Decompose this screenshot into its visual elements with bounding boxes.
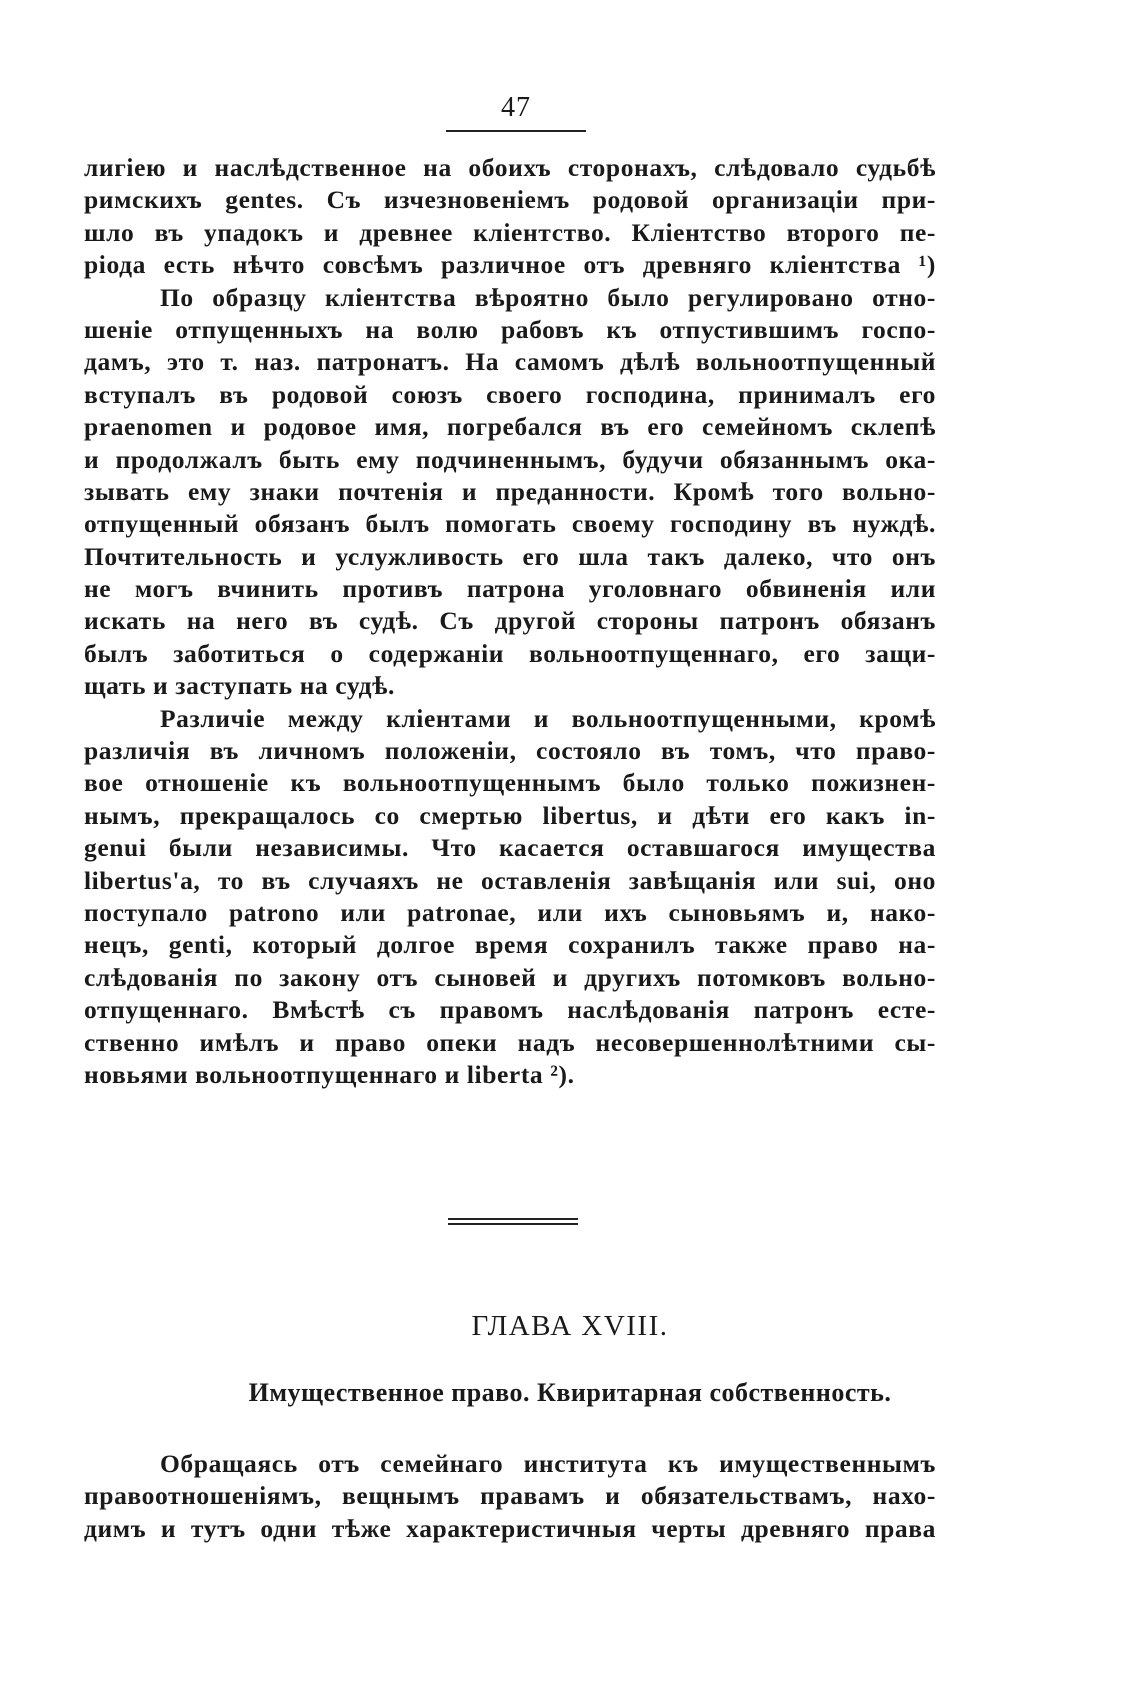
- chapter-subtitle: Имущественное право. Квиритарная собственность.: [248, 1378, 892, 1407]
- text-line: былъ заботиться о содержаніи вольноотпущеннаго, его защи-: [84, 638, 936, 668]
- text-line: шло въ упадокъ и древнее кліентство. Кліентство второго пе-: [84, 217, 936, 247]
- text-line: слѣдованія по закону отъ сыновей и другихъ потомковъ вольно-: [84, 962, 936, 992]
- text-line: не могъ вчинить противъ патрона уголовнаго обвиненія или: [84, 574, 936, 604]
- text-line: искать на него въ судѣ. Съ другой стороны патронъ обязанъ: [84, 606, 936, 636]
- text-line: отпущенный обязанъ былъ помогать своему господину въ нуждѣ.: [84, 509, 936, 539]
- text-line: вступалъ въ родовой союзъ своего господина, принималъ его: [84, 379, 936, 409]
- text-line: зывать ему знаки почтенія и преданности. Кромѣ того вольно-: [84, 476, 936, 506]
- text-line: и продолжалъ быть ему подчиненнымъ, будучи обязаннымъ ока-: [84, 444, 936, 474]
- page-number-rule: [446, 130, 586, 132]
- text-line: По образцу кліентства вѣроятно было регулировано отно-: [160, 282, 936, 312]
- text-line: praenomen и родовое имя, погребался въ его семейномъ склепѣ: [84, 412, 936, 442]
- body-text: [84, 152, 936, 1091]
- chapter-text: [84, 1448, 936, 1545]
- section-divider: [448, 1218, 578, 1225]
- chapter-heading: ГЛАВА XVIII.: [471, 1310, 669, 1342]
- text-line: правоотношеніямъ, вещнымъ правамъ и обязательствамъ, нахо-: [84, 1481, 936, 1511]
- text-line: римскихъ gentes. Съ изчезновеніемъ родовой организаціи при-: [84, 185, 936, 215]
- text-line: шеніе отпущенныхъ на волю рабовъ къ отпустившимъ госпо-: [84, 314, 936, 344]
- text-line: дамъ, это т. наз. патронатъ. На самомъ дѣлѣ вольноотпущенный: [84, 347, 936, 377]
- page-number: 47: [501, 92, 531, 123]
- text-line: димъ и тутъ одни тѣже характеристичныя черты древняго права: [84, 1513, 936, 1543]
- text-line: поступало patrono или patronae, или ихъ сыновьямъ и, нако-: [84, 897, 936, 927]
- text-line: Различіе между кліентами и вольноотпущенными, кромѣ: [160, 703, 936, 733]
- text-line: genui были независимы. Что касается оставшагося имущества: [84, 833, 936, 863]
- text-line: щать и заступать на судѣ.: [84, 671, 396, 701]
- text-line: отпущеннаго. Вмѣстѣ съ правомъ наслѣдованія патронъ есте-: [84, 995, 936, 1025]
- text-line: новьями вольноотпущеннаго и liberta ²).: [84, 1059, 575, 1089]
- text-line: различія въ личномъ положеніи, состояло въ томъ, что право-: [84, 736, 936, 766]
- text-line: libertus'a, то въ случаяхъ не оставленія завѣщанія или sui, оно: [84, 865, 936, 895]
- text-line: нымъ, прекращалось со смертью libertus, и дѣти его какъ in-: [84, 800, 936, 830]
- text-line: ственно имѣлъ и право опеки надъ несовершеннолѣтними сы-: [84, 1027, 936, 1057]
- text-line: лигіею и наслѣдственное на обоихъ сторонахъ, слѣдовало судьбѣ: [84, 153, 936, 182]
- text-line: вое отношеніе къ вольноотпущеннымъ было только пожизнен-: [84, 768, 936, 798]
- text-line: ріода есть нѣчто совсѣмъ различное отъ древняго кліентства ¹): [84, 250, 936, 280]
- text-line: Почтительность и услужливость его шла такъ далеко, что онъ: [84, 541, 936, 571]
- text-line: нецъ, genti, который долгое время сохранилъ также право на-: [84, 930, 936, 960]
- text-line: Обращаясь отъ семейнаго института къ имущественнымъ: [160, 1449, 936, 1478]
